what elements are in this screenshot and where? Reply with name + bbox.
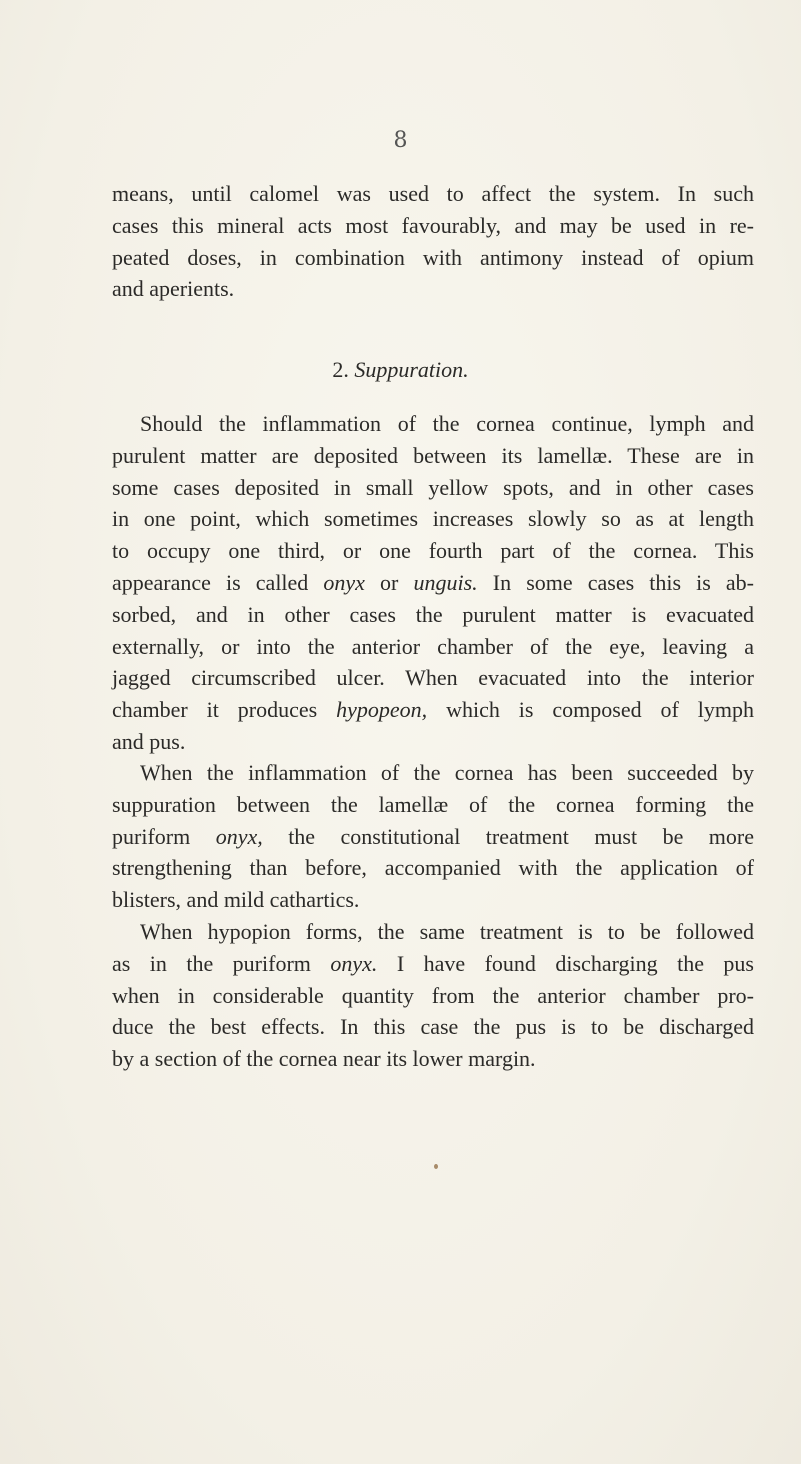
text-line: when in considerable quantity from the anterior chamber pro- bbox=[112, 982, 754, 1008]
text-line: to occupy one third, or one fourth part of the cornea. This bbox=[112, 538, 754, 564]
text-line: chamber it produces hypopeon, which is composed of lymph bbox=[112, 697, 754, 723]
term-onyx: onyx. bbox=[330, 950, 378, 976]
term-unguis: unguis. bbox=[413, 569, 478, 595]
paragraph-continuation bbox=[112, 178, 754, 305]
text-line: blisters, and mild cathartics. bbox=[112, 887, 360, 913]
text-line: cases this mineral acts most favourably, and may be used in re- bbox=[112, 212, 754, 238]
term-onyx: onyx bbox=[323, 569, 365, 595]
text-line: Should the inflammation of the cornea continue, lymph and bbox=[140, 411, 754, 436]
text-line: externally, or into the anterior chamber of the eye, leaving a bbox=[112, 633, 754, 659]
text-line: puriform onyx, the constitutional treatment must be more bbox=[112, 823, 755, 849]
text-line: sorbed, and in other cases the purulent matter is evacuated bbox=[112, 601, 754, 627]
text-line: some cases deposited in small yellow spots, and in other cases bbox=[112, 474, 754, 500]
text-line: purulent matter are deposited between its lamellæ. These are in bbox=[112, 442, 754, 468]
text-line: as in the puriform onyx. I have found discharging the pus bbox=[112, 950, 754, 976]
text-line: duce the best effects. In this case the pus is to be discharged bbox=[112, 1014, 754, 1040]
text-line: and aperients. bbox=[112, 276, 235, 302]
text-line: means, until calomel was used to affect the system. In such bbox=[112, 181, 754, 206]
paragraph-suppuration bbox=[112, 408, 754, 758]
paper-speck bbox=[434, 1164, 438, 1169]
paragraph-hypopion bbox=[112, 916, 754, 1075]
text-line: When the inflammation of the cornea has been succeeded by bbox=[140, 760, 754, 785]
text-line: appearance is called onyx or unguis. In some cases this is ab- bbox=[112, 569, 755, 595]
text-line: by a section of the cornea near its lower margin. bbox=[112, 1046, 536, 1072]
term-onyx: onyx, bbox=[215, 823, 263, 849]
text-line: When hypopion forms, the same treatment is to be followed bbox=[140, 919, 754, 944]
section-heading bbox=[0, 357, 801, 383]
text-line: jagged circumscribed ulcer. When evacuated into the interior bbox=[112, 665, 754, 691]
term-hypopeon: hypopeon, bbox=[336, 697, 428, 723]
text-line: and pus. bbox=[112, 728, 186, 754]
text-line: peated doses, in combination with antimony instead of opium bbox=[112, 244, 754, 270]
paragraph-treatment bbox=[112, 757, 754, 916]
section-title: Suppuration. bbox=[354, 357, 469, 382]
text-line: in one point, which sometimes increases slowly so as at length bbox=[112, 506, 754, 532]
section-number: 2. bbox=[332, 357, 349, 382]
page-number: 8 bbox=[393, 128, 408, 153]
text-line: suppuration between the lamellæ of the cornea forming the bbox=[112, 791, 754, 817]
text-line: strengthening than before, accompanied with the application of bbox=[112, 855, 754, 881]
